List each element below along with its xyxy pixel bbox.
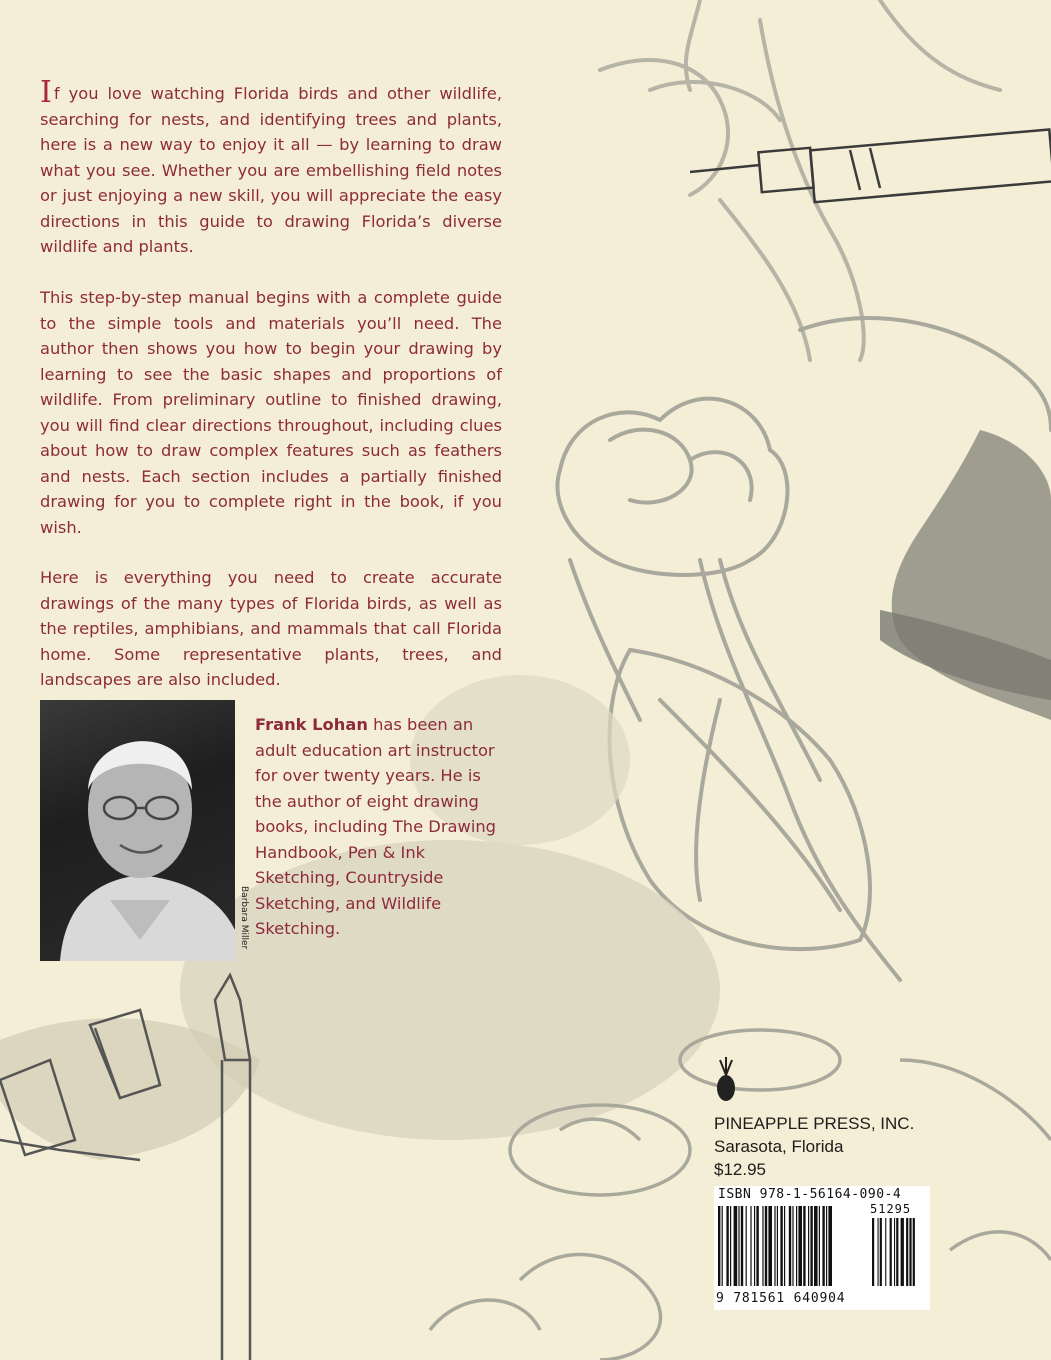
barcode-bar (734, 1206, 738, 1286)
barcode-bar (798, 1206, 802, 1286)
barcode-bar (746, 1206, 747, 1286)
barcode-bar (780, 1206, 782, 1286)
barcode-ext-bar (909, 1218, 911, 1286)
publisher-city: Sarasota, Florida (714, 1137, 844, 1156)
barcode-bar (754, 1206, 755, 1286)
photo-credit: Barbara Miller (239, 886, 249, 950)
barcode-bar (741, 1206, 743, 1286)
barcode-bars (714, 1186, 930, 1286)
barcode-bar (828, 1206, 832, 1286)
barcode-ext-bar (896, 1218, 898, 1286)
author-bio-text: has been an adult education art instructor for over twenty years. He is the author of eight drawing books, including The Drawing Handbook, Pen & Ink Sketching, Countryside Sketching, and Wildlife Sketching. (255, 715, 496, 939)
pineapple-logo (717, 1057, 735, 1101)
pen-sketch (690, 129, 1051, 202)
barcode-bar (768, 1206, 772, 1286)
barcode-bar (810, 1206, 812, 1286)
isbn-label: ISBN 978-1-56164-090-4 (718, 1187, 902, 1202)
author-photo-drawing (40, 700, 235, 961)
description-paragraph-3: Here is everything you need to create accurate drawings of the many types of Florida birds, as well as the reptiles, amphibians, and mammals that call Florida home. Some representative plants, trees, and landscapes are also included. (40, 568, 502, 690)
barcode-ext-bar (894, 1218, 895, 1286)
price: $12.95 (714, 1160, 766, 1179)
barcode-bar (718, 1206, 720, 1286)
barcode-bar (730, 1206, 731, 1286)
barcode-bar (819, 1206, 820, 1286)
drop-cap: I (40, 75, 52, 111)
barcode (714, 1186, 930, 1310)
barcode-ext-bar (880, 1218, 882, 1286)
barcode-bar (722, 1206, 723, 1286)
barcode-bar (822, 1206, 824, 1286)
stippled-wing-sketch (880, 430, 1051, 720)
barcode-bar (726, 1206, 728, 1286)
barcode-ext-bar (913, 1218, 915, 1286)
author-name: Frank Lohan (255, 715, 368, 735)
barcode-bar (756, 1206, 758, 1286)
bird-head-sketch (600, 0, 1000, 360)
barcode-ext-bar (885, 1218, 886, 1286)
description-paragraph-1 (40, 75, 502, 260)
barcode-ext-bar (872, 1218, 874, 1286)
barcode-bar (789, 1206, 791, 1286)
barcode-bar (803, 1206, 805, 1286)
barcode-bar (738, 1206, 739, 1286)
barcode-bar (750, 1206, 751, 1286)
barcode-bar (765, 1206, 767, 1286)
barcode-ext-bar (901, 1218, 904, 1286)
barcode-bar (814, 1206, 818, 1286)
barcode-bar (792, 1206, 793, 1286)
paragraph-1-text: f you love watching Florida birds and other wildlife, searching for nests, and identifying trees and plants, here is a new way to enjoy it all — by learning to draw what you see. Whether you are embellishing field notes or just enjoying a new skill, you will appreciate the easy directions in this guide to drawing Florida’s diverse wildlife and plants. (40, 84, 502, 257)
barcode-ext-bar (890, 1218, 892, 1286)
barcode-ext-bar (906, 1218, 908, 1286)
author-photo (40, 700, 235, 961)
author-bio (255, 712, 503, 942)
barcode-bar (774, 1206, 775, 1286)
barcode-bar (784, 1206, 785, 1286)
barcode-bar (796, 1206, 797, 1286)
barcode-bar (808, 1206, 809, 1286)
description-paragraph-2: This step-by-step manual begins with a complete guide to the simple tools and materials you’ll need. The author then shows you how to begin your drawing by learning to see the basic shapes and proportions of wildlife. From preliminary outline to finished drawing, you will find clear directions throughout, including clues about how to draw complex features such as feathers and nests. Each section includes a partially finished drawing for you to complete right in the book, if you wish. (40, 288, 502, 537)
barcode-bar (826, 1206, 827, 1286)
publisher-name: PINEAPPLE PRESS, INC. (714, 1114, 915, 1133)
barcode-ext-bar (878, 1218, 879, 1286)
barcode-number: 9 781561 640904 (716, 1291, 846, 1306)
barcode-bar (777, 1206, 778, 1286)
publisher-block (714, 1112, 914, 1181)
price-code: 51295 (870, 1202, 912, 1216)
barcode-bar (762, 1206, 763, 1286)
